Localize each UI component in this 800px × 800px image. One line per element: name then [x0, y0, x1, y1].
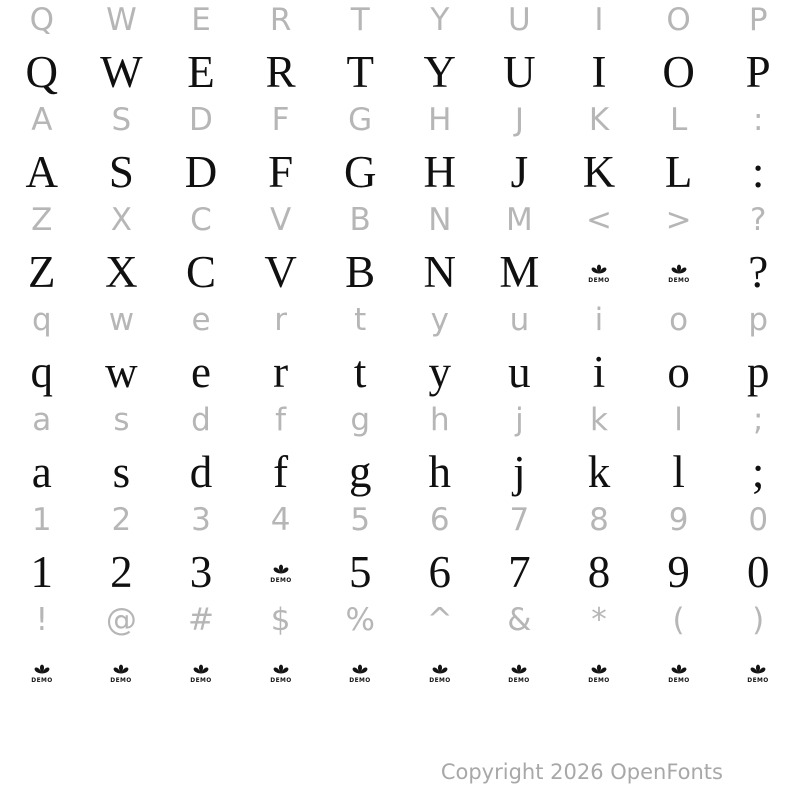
glyph-cell: h — [428, 447, 452, 497]
demo-label: DEMO — [269, 577, 292, 584]
demo-label: DEMO — [429, 677, 451, 684]
glyph-cell: B — [349, 202, 371, 238]
glyph-cell: Y — [423, 47, 457, 97]
fleuron-ornament-icon — [189, 661, 213, 684]
glyph-cell: ! — [35, 602, 49, 638]
glyph-cell: a — [32, 402, 52, 438]
glyph-cell: S — [108, 147, 134, 197]
glyph-cell: D — [189, 102, 213, 138]
glyph-cell: F — [271, 102, 290, 138]
demo-placeholder-glyph — [587, 661, 611, 684]
glyph-cell: M — [506, 202, 533, 238]
demo-label: DEMO — [667, 277, 690, 284]
glyph-cell: g — [348, 447, 372, 497]
glyph-cell: ? — [748, 247, 769, 297]
glyph-cell: e — [191, 302, 211, 338]
glyph-cell: < — [586, 202, 612, 238]
glyph-cell: 5 — [348, 547, 372, 597]
glyph-cell: E — [187, 47, 215, 97]
demo-placeholder-glyph — [587, 261, 611, 284]
glyph-cell: Q — [25, 47, 59, 97]
fleuron-ornament-icon — [587, 661, 611, 684]
glyph-cell: L — [669, 102, 688, 138]
glyph-cell: T — [346, 47, 374, 97]
glyph-cell: d — [189, 447, 213, 497]
glyph-cell: & — [507, 602, 532, 638]
glyph-cell: k — [590, 402, 608, 438]
glyph-cell: A — [25, 147, 59, 197]
copyright-text: Copyright 2026 OpenFonts — [440, 760, 723, 784]
glyph-cell: X — [110, 202, 133, 238]
glyph-cell: O — [666, 2, 691, 38]
glyph-cell: y — [430, 302, 449, 338]
demo-label: DEMO — [31, 677, 53, 684]
glyph-cell: a — [31, 447, 52, 497]
demo-placeholder-glyph — [746, 661, 770, 684]
glyph-cell: j — [513, 447, 526, 497]
demo-glyph-cell — [559, 640, 639, 704]
demo-placeholder-glyph — [428, 661, 452, 684]
glyph-cell: 8 — [587, 547, 611, 597]
glyph-cell: M — [499, 247, 540, 297]
glyph-cell: f — [273, 447, 289, 497]
glyph-cell: U — [503, 47, 536, 97]
demo-glyph-cell — [400, 640, 480, 704]
glyph-cell: l — [674, 402, 683, 438]
glyph-cell: X — [105, 247, 138, 297]
glyph-cell: i — [594, 302, 604, 338]
glyph-cell: 0 — [748, 502, 769, 538]
glyph-cell: 2 — [111, 502, 132, 538]
glyph-cell: # — [188, 602, 214, 638]
glyph-cell: r — [273, 347, 289, 397]
glyph-cell: g — [350, 402, 371, 438]
glyph-cell: j — [515, 402, 524, 438]
glyph-cell: ; — [751, 447, 765, 497]
glyph-cell: o — [669, 302, 689, 338]
demo-label: DEMO — [269, 677, 292, 684]
demo-label: DEMO — [110, 677, 133, 684]
demo-placeholder-glyph — [348, 661, 372, 684]
demo-glyph-cell — [161, 640, 241, 704]
glyph-cell: 2 — [110, 547, 133, 597]
glyph-cell: J — [510, 147, 529, 197]
glyph-cell: U — [508, 2, 531, 38]
glyph-cell: 4 — [270, 502, 291, 538]
glyph-cell: t — [354, 302, 367, 338]
glyph-cell: ^ — [426, 602, 453, 638]
fleuron-ornament-icon — [746, 661, 770, 684]
glyph-cell: P — [745, 47, 771, 97]
demo-glyph-cell — [718, 640, 798, 704]
glyph-cell: @ — [105, 602, 137, 638]
demo-placeholder-glyph — [667, 261, 691, 284]
glyph-cell: 9 — [667, 547, 690, 597]
fleuron-ornament-icon — [348, 661, 372, 684]
glyph-cell: w — [105, 347, 138, 397]
glyph-cell: E — [191, 2, 211, 38]
fleuron-ornament-icon — [507, 661, 531, 684]
demo-placeholder-glyph — [189, 661, 213, 684]
glyph-cell: I — [594, 2, 604, 38]
fleuron-ornament-icon — [269, 661, 293, 684]
fleuron-ornament-icon — [269, 561, 293, 584]
demo-label: DEMO — [190, 677, 212, 684]
demo-placeholder-glyph — [269, 561, 293, 584]
glyph-cell: K — [582, 147, 616, 197]
glyph-cell: i — [592, 347, 606, 397]
glyph-cell: N — [423, 247, 457, 297]
glyph-cell: C — [190, 202, 212, 238]
glyph-cell: ) — [752, 602, 765, 638]
glyph-cell: K — [588, 102, 610, 138]
glyph-cell: s — [112, 447, 131, 497]
glyph-cell: V — [269, 202, 292, 238]
glyph-cell: 8 — [589, 502, 609, 538]
glyph-cell: 7 — [508, 547, 531, 597]
glyph-cell: p — [746, 347, 770, 397]
glyph-cell: ( — [672, 602, 685, 638]
glyph-cell: 3 — [191, 502, 211, 538]
glyph-cell: L — [664, 147, 693, 197]
glyph-cell: ? — [749, 202, 767, 238]
glyph-cell: q — [31, 302, 52, 338]
glyph-cell: > — [665, 202, 692, 238]
glyph-cell: J — [514, 102, 524, 138]
glyph-cell: 1 — [31, 502, 52, 538]
glyph-cell: G — [348, 102, 373, 138]
fleuron-ornament-icon — [428, 661, 452, 684]
glyph-cell: C — [185, 247, 216, 297]
glyph-cell: 1 — [30, 547, 54, 597]
glyph-cell: P — [748, 2, 768, 38]
fleuron-ornament-icon — [109, 661, 133, 684]
glyph-cell: T — [350, 2, 370, 38]
glyph-cell: Z — [31, 202, 53, 238]
glyph-cell: Z — [28, 247, 56, 297]
glyph-cell: 9 — [668, 502, 689, 538]
glyph-cell: 6 — [429, 502, 450, 538]
glyph-cell: O — [662, 47, 695, 97]
fleuron-ornament-icon — [667, 261, 691, 284]
glyph-cell: G — [343, 147, 377, 197]
glyph-cell: ; — [752, 402, 764, 438]
glyph-cell: W — [100, 47, 143, 97]
glyph-cell: H — [428, 102, 452, 138]
glyph-cell: u — [508, 347, 531, 397]
demo-glyph-cell — [241, 640, 321, 704]
demo-label: DEMO — [588, 277, 610, 284]
glyph-cell: Q — [29, 2, 54, 38]
glyph-cell: B — [345, 247, 376, 297]
demo-glyph-cell — [639, 640, 719, 704]
glyph-cell: o — [667, 347, 690, 397]
glyph-cell: A — [31, 102, 53, 138]
glyph-cell: r — [274, 302, 287, 338]
demo-label: DEMO — [747, 677, 769, 684]
fleuron-ornament-icon — [667, 661, 691, 684]
glyph-cell: H — [423, 147, 457, 197]
glyph-cell: % — [345, 602, 375, 638]
demo-glyph-cell — [2, 640, 82, 704]
demo-label: DEMO — [588, 677, 610, 684]
glyph-cell: 0 — [746, 547, 770, 597]
glyph-cell: V — [264, 247, 297, 297]
glyph-cell: W — [106, 2, 137, 38]
glyph-cell: f — [275, 402, 287, 438]
glyph-cell: s — [113, 402, 130, 438]
demo-placeholder-glyph — [667, 661, 691, 684]
glyph-cell: Y — [430, 2, 450, 38]
demo-label: DEMO — [349, 677, 371, 684]
demo-label: DEMO — [667, 677, 690, 684]
glyph-cell: : — [752, 102, 764, 138]
glyph-cell: F — [268, 147, 294, 197]
glyph-cell: h — [429, 402, 450, 438]
demo-glyph-cell — [320, 640, 400, 704]
glyph-cell: u — [509, 302, 530, 338]
glyph-cell: R — [265, 47, 296, 97]
glyph-cell: $ — [270, 602, 291, 638]
demo-placeholder-glyph — [109, 661, 133, 684]
glyph-cell: w — [108, 302, 135, 338]
glyph-cell: p — [748, 302, 769, 338]
fleuron-ornament-icon — [587, 261, 611, 284]
demo-placeholder-glyph — [269, 661, 293, 684]
glyph-cell: N — [428, 202, 452, 238]
glyph-cell: * — [591, 602, 607, 638]
glyph-cell: R — [269, 2, 292, 38]
glyph-cell: 6 — [428, 547, 452, 597]
glyph-cell: q — [30, 347, 54, 397]
glyph-cell: t — [353, 347, 367, 397]
glyph-cell: y — [428, 347, 452, 397]
demo-placeholder-glyph — [507, 661, 531, 684]
demo-glyph-cell — [82, 640, 162, 704]
fleuron-ornament-icon — [30, 661, 54, 684]
glyph-cell: : — [751, 147, 765, 197]
demo-glyph-cell — [480, 640, 560, 704]
glyph-cell: k — [587, 447, 611, 497]
glyph-cell: l — [672, 447, 685, 497]
demo-placeholder-glyph — [30, 661, 54, 684]
glyph-cell: I — [591, 47, 607, 97]
demo-label: DEMO — [508, 677, 531, 684]
glyph-cell: 5 — [350, 502, 371, 538]
glyph-cell: e — [191, 347, 211, 397]
character-grid — [2, 0, 798, 760]
glyph-cell: D — [184, 147, 218, 197]
glyph-row-demo-ornaments — [2, 640, 798, 704]
glyph-cell: d — [191, 402, 211, 438]
glyph-cell: S — [111, 102, 132, 138]
glyph-cell: 7 — [509, 502, 530, 538]
glyph-cell: 3 — [189, 547, 213, 597]
